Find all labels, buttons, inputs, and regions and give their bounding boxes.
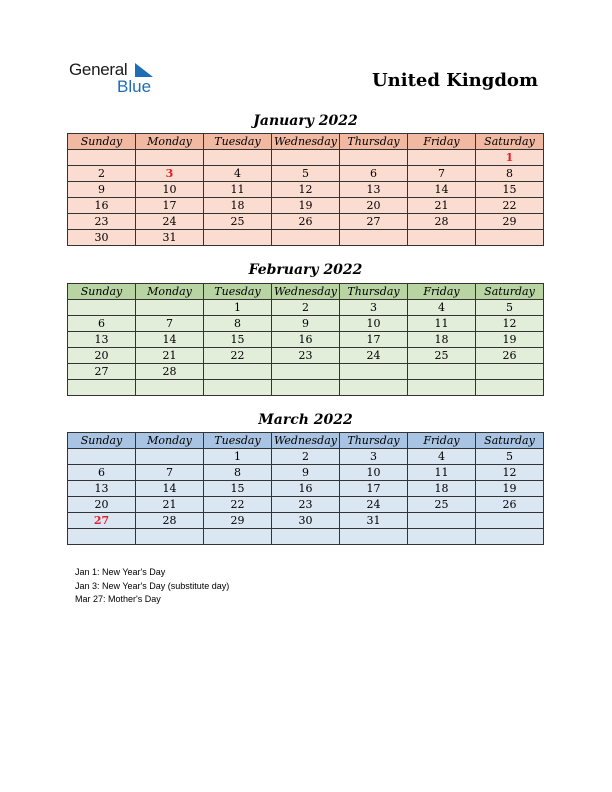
day-cell: [408, 230, 476, 246]
day-cell: 7: [408, 166, 476, 182]
weekday-header: Wednesday: [272, 433, 340, 449]
day-cell: 12: [476, 465, 544, 481]
week-row: [68, 465, 544, 481]
day-cell: 27: [68, 364, 136, 380]
day-cell: 27: [68, 513, 136, 529]
day-cell: 9: [68, 182, 136, 198]
day-cell: 14: [136, 332, 204, 348]
day-cell: [340, 230, 408, 246]
day-cell: 10: [340, 465, 408, 481]
day-cell: [340, 150, 408, 166]
week-row: [68, 166, 544, 182]
weekday-header: Thursday: [340, 284, 408, 300]
weekday-header: Saturday: [476, 284, 544, 300]
week-row: [68, 332, 544, 348]
day-cell: [204, 364, 272, 380]
month-title-february: February 2022: [248, 262, 363, 278]
day-cell: [136, 150, 204, 166]
day-cell: 27: [340, 214, 408, 230]
day-cell: 5: [476, 300, 544, 316]
weekday-header: Monday: [136, 433, 204, 449]
day-cell: 29: [204, 513, 272, 529]
day-cell: 4: [408, 449, 476, 465]
day-cell: 23: [68, 214, 136, 230]
weekday-header: Thursday: [340, 134, 408, 150]
logo-text-general: General: [69, 60, 128, 79]
day-cell: 12: [272, 182, 340, 198]
day-cell: 13: [68, 332, 136, 348]
day-cell: 25: [408, 348, 476, 364]
day-cell: [68, 380, 136, 396]
day-cell: [68, 449, 136, 465]
day-cell: 21: [408, 198, 476, 214]
day-cell: 2: [272, 449, 340, 465]
day-cell: 30: [272, 513, 340, 529]
day-cell: 8: [204, 316, 272, 332]
day-cell: 22: [204, 497, 272, 513]
day-cell: [340, 380, 408, 396]
day-cell: 11: [204, 182, 272, 198]
day-cell: 10: [340, 316, 408, 332]
day-cell: 1: [204, 300, 272, 316]
day-cell: 26: [476, 497, 544, 513]
day-cell: 17: [136, 198, 204, 214]
day-cell: 15: [476, 182, 544, 198]
week-row: [68, 316, 544, 332]
day-cell: 3: [340, 449, 408, 465]
day-cell: [340, 364, 408, 380]
week-row: [68, 300, 544, 316]
day-cell: 21: [136, 348, 204, 364]
day-cell: 17: [340, 332, 408, 348]
logo: [69, 60, 169, 100]
day-cell: 31: [340, 513, 408, 529]
day-cell: [408, 364, 476, 380]
day-cell: 16: [272, 332, 340, 348]
weekday-header: Friday: [408, 134, 476, 150]
week-row: [68, 182, 544, 198]
day-cell: 26: [272, 214, 340, 230]
day-cell: [340, 529, 408, 545]
holiday-note: Jan 3: New Year's Day (substitute day): [75, 580, 230, 591]
day-cell: 9: [272, 465, 340, 481]
day-cell: 6: [68, 316, 136, 332]
day-cell: 20: [68, 348, 136, 364]
day-cell: [272, 529, 340, 545]
day-cell: 19: [272, 198, 340, 214]
day-cell: 31: [136, 230, 204, 246]
day-cell: [476, 380, 544, 396]
day-cell: 3: [136, 166, 204, 182]
day-cell: [272, 364, 340, 380]
day-cell: 9: [272, 316, 340, 332]
day-cell: 28: [408, 214, 476, 230]
holiday-note: Jan 1: New Year's Day: [75, 567, 166, 577]
weekday-header: Monday: [136, 134, 204, 150]
weekday-header: Wednesday: [272, 134, 340, 150]
week-row: [68, 198, 544, 214]
day-cell: 24: [340, 348, 408, 364]
weekday-header: Monday: [136, 284, 204, 300]
day-cell: [136, 380, 204, 396]
day-cell: 29: [476, 214, 544, 230]
day-cell: [408, 529, 476, 545]
week-row: [68, 230, 544, 246]
day-cell: 22: [476, 198, 544, 214]
day-cell: 7: [136, 465, 204, 481]
week-row: [68, 497, 544, 513]
day-cell: [408, 150, 476, 166]
day-cell: 26: [476, 348, 544, 364]
logo-text-blue: Blue: [117, 77, 152, 96]
day-cell: 28: [136, 513, 204, 529]
day-cell: 6: [68, 465, 136, 481]
day-cell: [408, 380, 476, 396]
day-cell: [204, 529, 272, 545]
day-cell: [476, 230, 544, 246]
day-cell: 11: [408, 465, 476, 481]
weekday-header: Tuesday: [204, 433, 272, 449]
day-cell: 25: [408, 497, 476, 513]
day-cell: 8: [204, 465, 272, 481]
day-cell: [272, 380, 340, 396]
day-cell: 11: [408, 316, 476, 332]
day-cell: 1: [204, 449, 272, 465]
day-cell: 19: [476, 481, 544, 497]
day-cell: 13: [340, 182, 408, 198]
weekday-header: Friday: [408, 433, 476, 449]
day-cell: 4: [204, 166, 272, 182]
week-row: [68, 214, 544, 230]
day-cell: [476, 529, 544, 545]
day-cell: 15: [204, 332, 272, 348]
day-cell: 4: [408, 300, 476, 316]
day-cell: 20: [68, 497, 136, 513]
day-cell: [476, 513, 544, 529]
weekday-header: Saturday: [476, 433, 544, 449]
day-cell: 18: [204, 198, 272, 214]
day-cell: 19: [476, 332, 544, 348]
day-cell: 10: [136, 182, 204, 198]
weekday-header: Saturday: [476, 134, 544, 150]
week-row: [68, 380, 544, 396]
holiday-note: Mar 27: Mother's Day: [75, 594, 161, 604]
weekday-header-row: [68, 284, 544, 300]
day-cell: 7: [136, 316, 204, 332]
weekday-header: Tuesday: [204, 284, 272, 300]
day-cell: 5: [272, 166, 340, 182]
day-cell: 22: [204, 348, 272, 364]
day-cell: [272, 230, 340, 246]
weekday-header: Tuesday: [204, 134, 272, 150]
day-cell: 14: [408, 182, 476, 198]
logo-triangle-icon: [133, 63, 153, 77]
day-cell: 16: [68, 198, 136, 214]
day-cell: 5: [476, 449, 544, 465]
weekday-header: Sunday: [68, 284, 136, 300]
day-cell: 13: [68, 481, 136, 497]
day-cell: 8: [476, 166, 544, 182]
day-cell: 24: [136, 214, 204, 230]
day-cell: 3: [340, 300, 408, 316]
holiday-notes: [75, 566, 229, 607]
day-cell: 30: [68, 230, 136, 246]
week-row: [68, 529, 544, 545]
day-cell: 1: [476, 150, 544, 166]
week-row: [68, 364, 544, 380]
day-cell: 25: [204, 214, 272, 230]
day-cell: 24: [340, 497, 408, 513]
country-title: United Kingdom: [371, 70, 538, 91]
day-cell: [136, 529, 204, 545]
week-row: [68, 150, 544, 166]
day-cell: 14: [136, 481, 204, 497]
day-cell: 28: [136, 364, 204, 380]
day-cell: 2: [272, 300, 340, 316]
weekday-header: Sunday: [68, 433, 136, 449]
day-cell: 23: [272, 348, 340, 364]
weekday-header-row: [68, 433, 544, 449]
week-row: [68, 481, 544, 497]
day-cell: 20: [340, 198, 408, 214]
calendar-march: [67, 432, 544, 545]
day-cell: 6: [340, 166, 408, 182]
day-cell: 18: [408, 481, 476, 497]
day-cell: [136, 300, 204, 316]
day-cell: 21: [136, 497, 204, 513]
calendar-january: [67, 133, 544, 246]
week-row: [68, 348, 544, 364]
day-cell: [272, 150, 340, 166]
weekday-header: Sunday: [68, 134, 136, 150]
weekday-header: Wednesday: [272, 284, 340, 300]
weekday-header-row: [68, 134, 544, 150]
day-cell: [204, 380, 272, 396]
weekday-header: Thursday: [340, 433, 408, 449]
weekday-header: Friday: [408, 284, 476, 300]
day-cell: [68, 300, 136, 316]
day-cell: 12: [476, 316, 544, 332]
week-row: [68, 513, 544, 529]
day-cell: [476, 364, 544, 380]
day-cell: [68, 529, 136, 545]
day-cell: 23: [272, 497, 340, 513]
day-cell: 18: [408, 332, 476, 348]
month-title-january: January 2022: [253, 113, 358, 129]
day-cell: 2: [68, 166, 136, 182]
day-cell: [204, 230, 272, 246]
day-cell: 16: [272, 481, 340, 497]
day-cell: 17: [340, 481, 408, 497]
month-title-march: March 2022: [258, 412, 353, 428]
calendar-february: [67, 283, 544, 396]
day-cell: [68, 150, 136, 166]
day-cell: [408, 513, 476, 529]
day-cell: [136, 449, 204, 465]
day-cell: [204, 150, 272, 166]
day-cell: 15: [204, 481, 272, 497]
week-row: [68, 449, 544, 465]
